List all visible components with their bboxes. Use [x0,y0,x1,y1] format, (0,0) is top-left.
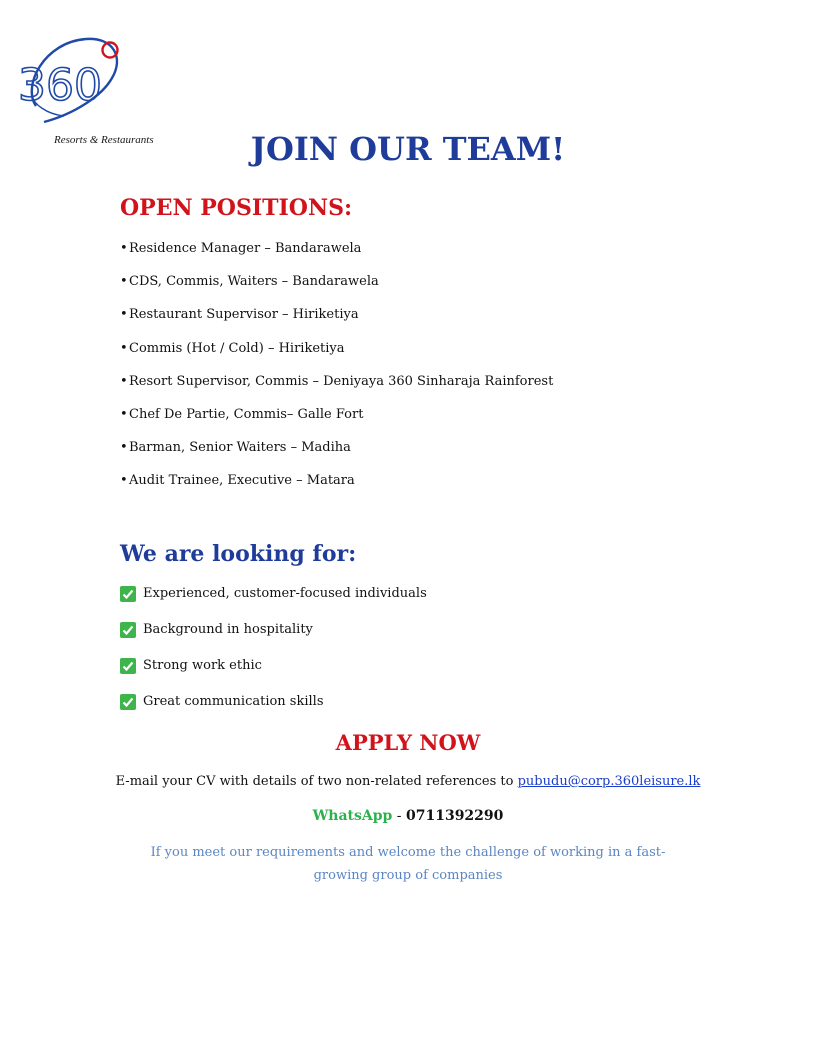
position-text: Barman, Senior Waiters – Madiha [129,440,351,456]
bullet-icon: • [120,307,128,323]
whatsapp-contact [0,808,816,824]
position-text: Commis (Hot / Cold) – Hiriketiya [129,340,345,356]
list-item [120,274,553,307]
list-item [120,694,427,730]
list-item [120,658,427,694]
position-text: CDS, Commis, Waiters – Bandarawela [129,274,379,290]
list-item [120,341,553,374]
bullet-icon: • [120,373,128,389]
closing-statement: If you meet our requirements and welcome the challenge of working in a fast-growing group of companies [150,845,666,883]
list-item [120,307,553,340]
whatsapp-number: 0711392290 [405,808,504,824]
position-text: Chef De Partie, Commis– Galle Fort [129,406,364,422]
bullet-icon: • [120,340,128,356]
check-mark-icon [120,694,136,710]
list-item [120,586,427,622]
bullet-icon: • [120,274,128,290]
looking-for-heading: We are looking for: [120,541,357,567]
requirement-text: Experienced, customer-focused individuals [143,586,427,601]
whatsapp-label: WhatsApp [312,808,393,824]
page-title: JOIN OUR TEAM! [250,130,566,168]
check-mark-icon [120,658,136,674]
check-mark-icon [120,586,136,602]
position-text: Audit Trainee, Executive – Matara [129,473,355,489]
list-item [120,440,553,473]
list-item [120,622,427,658]
logo-tagline: Resorts & Restaurants [54,134,154,146]
logo-mark [14,34,134,134]
open-positions-heading: OPEN POSITIONS: [120,195,353,221]
email-link[interactable]: pubudu@corp.360leisure.lk [517,774,701,789]
requirement-text: Great communication skills [143,694,324,709]
list-item [120,473,553,506]
position-text: Resort Supervisor, Commis – Deniyaya 360 Sinharaja Rainforest [129,373,554,389]
list-item [120,374,553,407]
looking-for-list [120,586,427,730]
open-positions-list [120,241,553,507]
check-mark-icon [120,622,136,638]
list-item [120,241,553,274]
list-item [120,407,553,440]
svg-text:360: 360 [18,60,102,111]
bullet-icon: • [120,241,128,256]
position-text: Residence Manager – Bandarawela [129,241,362,256]
email-instruction-text: E-mail your CV with details of two non-related references to [115,774,518,789]
whatsapp-separator: - [392,808,406,824]
requirement-text: Strong work ethic [143,658,262,673]
bullet-icon: • [120,440,128,456]
bullet-icon: • [120,406,128,422]
email-instruction [0,774,816,789]
bullet-icon: • [120,473,128,489]
requirement-text: Background in hospitality [143,622,313,637]
apply-now-heading: APPLY NOW [335,730,481,755]
position-text: Restaurant Supervisor – Hiriketiya [129,307,359,323]
